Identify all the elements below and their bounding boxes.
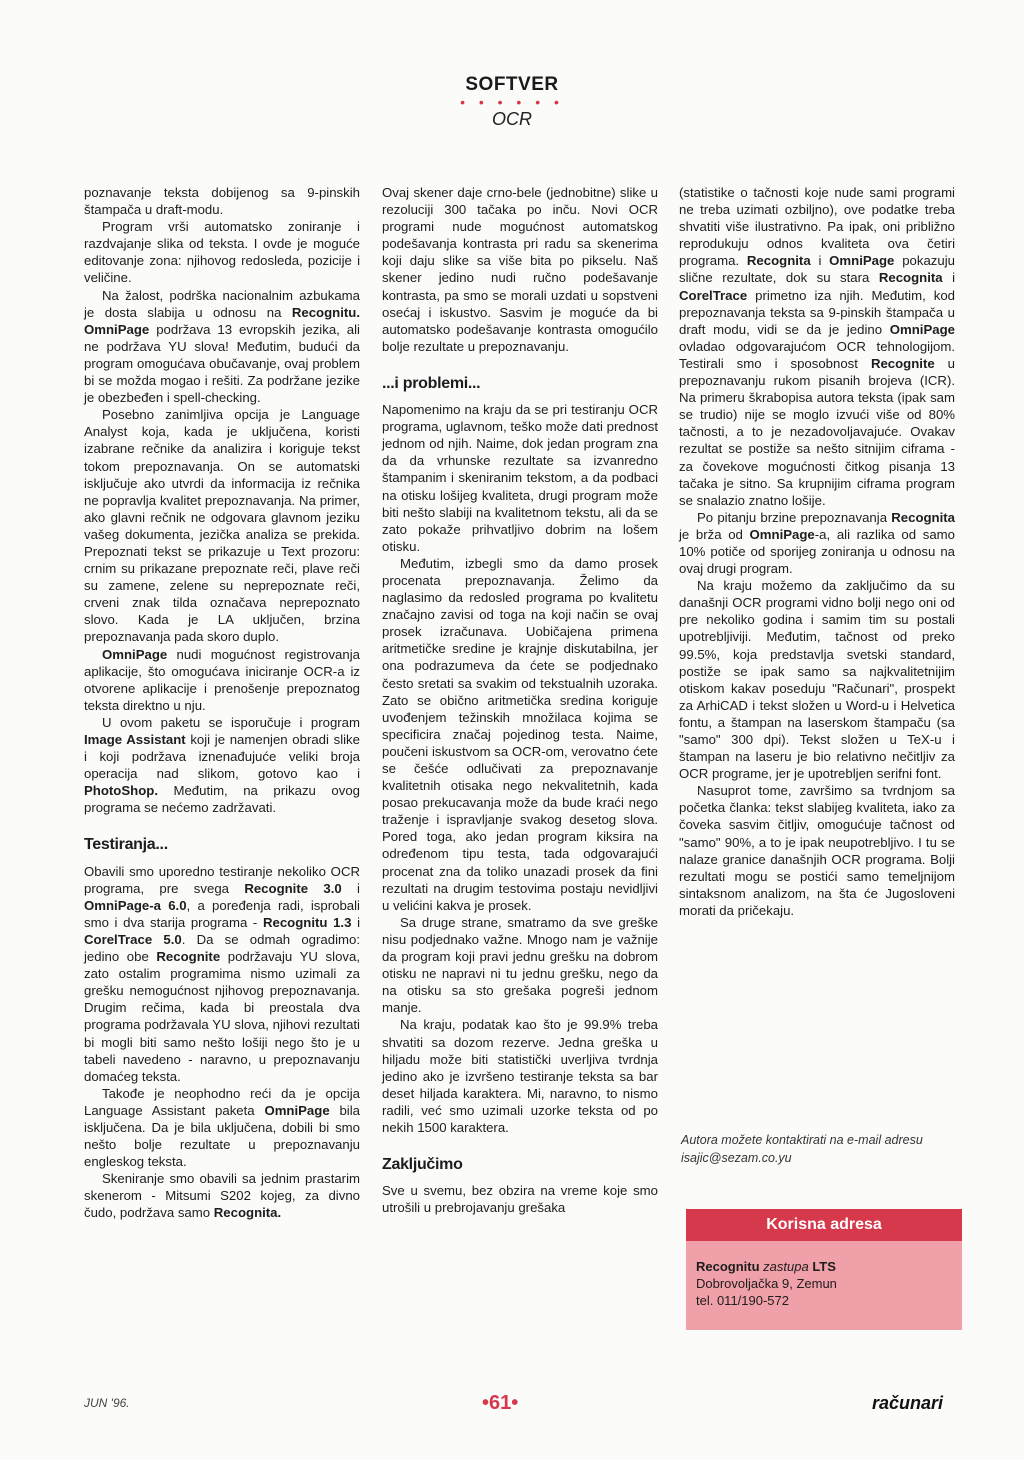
section-heading-problemi: ...i problemi... [382, 374, 481, 392]
text-run: i [341, 880, 360, 896]
text-run: ovladao odgovarajućom OCR tehnologijom. Testirali smo i sposobnost [679, 338, 955, 371]
text-run: podržavaju YU slova, zato ostalim programima nismo uzimali za grešku nemogućnost njihovog prepoznavanja. Drugim rečima, kada bi preostala dva programa podržavala YU slova, njihovi rezultati bi mogli biti samo nešto lošiji nego što je u tabeli navedeno - naravno, u prepoznavanju domaćeg teksta. [84, 949, 360, 1084]
text-run: je brža od [679, 526, 750, 542]
paragraph: Sve u svemu, bez obzira na vreme koje smo utrošili u prebrojavanju grešaka [382, 1183, 658, 1216]
box-title: Korisna adresa [686, 1209, 962, 1241]
paragraph [84, 646, 360, 714]
author-email: isajic@sezam.co.yu [681, 1151, 792, 1165]
paragraph [84, 714, 360, 817]
bold-run: Recognita [891, 509, 955, 525]
section-heading-testiranja: Testiranja... [84, 836, 168, 854]
bold-run: OmniPage [264, 1102, 330, 1118]
paragraph: Program vrši automatsko zoniranje i razdvajanje slika od teksta. I ovde je moguće editovanje zona: njihovog redosleda, pozicije i veličine. [84, 219, 360, 286]
page-header [0, 74, 1024, 130]
bold-run: Recognita [746, 253, 811, 269]
bold-run: Recognitu 1.3 [262, 914, 352, 930]
paragraph [84, 1085, 360, 1170]
paragraph: Sa druge strane, smatramo da sve greške nisu podjednako važne. Mnogo nam je važnije da program koji pravi jednu grešku na dobrom otisku ne napravi ni tu jednu grešku, nego da na otisku sa sto grešaka pogreši jednom manje. [382, 914, 658, 1016]
box-body [686, 1241, 962, 1309]
bold-run: Recognitu [696, 1259, 760, 1274]
article-column-2 [382, 184, 658, 1216]
paragraph: Nasuprot tome, završimo sa tvrdnjom sa početka članka: tekst slabijeg kvaliteta, iako za čoveka sasvim čitljiv, omogućuje tačnost od "samo" 90%, a to je ipak neupotrebljivo. I tu se nalaze granice današnjih OCR programa. Bolji rezultati mogu se postići samo temeljnijom sintaksnom analizom, na šta će Jugosloveni morati da pričekaju. [679, 783, 955, 918]
bold-run: OmniPage [889, 321, 955, 337]
paragraph [84, 287, 360, 407]
text-run: Skeniranje smo obavili sa jednim prastarim skenerom - Mitsumi S202 kojeg, za divno čudo, podržava samo [84, 1171, 360, 1221]
text-run: primetno iza njih. Međutim, kod prepoznavanja teksta sa 9-pinskih štampača u draft modu, vidi se da je jedino [679, 287, 955, 337]
text-run: (statistike o tačnosti koje nude sami programi ne treba uzimati ozbiljno), ove podatke treba shvatiti više ilustrativno. Pa ipak, oni približno reprodukuju odnos kvaliteta ova četiri programa. [679, 185, 955, 269]
bold-run: OmniPage [102, 646, 168, 662]
text-run: . Da se odmah ogradimo: jedino obe [84, 931, 360, 965]
bold-run: Recognite [156, 949, 221, 965]
author-note-line: Autora možete kontaktirati na e-mail adresu [681, 1133, 923, 1147]
bold-run: OmniPage [749, 526, 815, 542]
paragraph [679, 509, 955, 577]
issue-date: JUN '96. [84, 1396, 130, 1410]
text-run: Na žalost, podrška nacionalnim azbukama je dosta slabija u odnosu na [84, 287, 360, 320]
text-run: -a, ali razlika od samo 10% potiče od sporijeg zoniranja u odnosu na ovaj drugi program. [679, 526, 955, 577]
bold-run: Recognite 3.0 [244, 880, 342, 896]
paragraph [679, 184, 955, 509]
paragraph: Na kraju, podatak kao što je 99.9% treba shvatiti sa dozom rezerve. Jedna greška u hiljadu može biti statistički uverljiva tvrdnja jedino ako je izvršeno testiranje teksta sa bar deset hiljada karaktera. Mi, naravno, to nismo radili, već smo uzimali uzorke teksta od po nekih 1500 karaktera. [382, 1017, 658, 1135]
paragraph: Međutim, izbegli smo da damo prosek procenata prepoznavanja. Želimo da naglasimo da redosled programa po kvalitetu značajno zavisi od toga na koji način se ovaj prosek izračunava. Uobičajena primena aritmetičke sredine je krajnje diskutabilna, jer ona podrazumeva da ćete se podjednako često sretati sa svakim od tekstualnih uzoraka. Zato se obično aritmetička sredina koriguje uvođenjem težinskih množilaca kojima se specificira značaj pojedinog testa. Naime, poučeni iskustvom sa OCR-om, verovatno ćete se češće odlučivati za prepoznavanje kvalitetnih otisaka nego nekvalitetnih, kada posao prekucavanja može da bude kraći nego traženje i ispravljanje svakog desetog slova. Pored toga, ako jedan program kiksira na određenom tipu testa, tada odgovarajući procenat zna da toliko unazadi prosek da fini rezultati na drugim testovima postaju nevidljivi u velićini kakva je prosek. [382, 555, 658, 913]
useful-address-box [686, 1209, 962, 1330]
bold-run: Recognite [870, 355, 935, 371]
box-line [696, 1258, 952, 1275]
bold-run: OmniPage [829, 253, 895, 269]
text-run: bila isključena. Da je bila uključena, dobili bi smo nešto bolje rezultate u prepoznavanju engleskog teksta. [84, 1102, 360, 1170]
box-line: Dobrovoljačka 9, Zemun [696, 1276, 837, 1291]
box-line: tel. 011/190-572 [696, 1293, 789, 1308]
author-contact-note [681, 1131, 961, 1167]
paragraph: Na kraju možemo da zaključimo da su današnji OCR programi vidno bolji nego oni od pre nekoliko godina i samim tim su postali upotrebljiviji. Međutim, tačnost od preko 99.5%, koja predstavlja svetski standard, postiže se ipak samo sa najkvalitetnijim otiskom kakav poseduju "Računari", prospekt za ArhiCAD i tekst složen u Word-u i Helvetica fontu, a štampan na laserskom štampaču (sa "samo" 300 dpi). Tekst složen u TeX-u i štampan na laseru je bio relativno nečitljiv za OCR programe, jer je upotrebljen serifni font. [679, 578, 955, 782]
paragraph: poznavanje teksta dobijenog sa 9-pinskih štampača u draft-modu. [84, 185, 360, 218]
bold-run: Image Assistant [84, 732, 186, 747]
paragraph: Ovaj skener daje crno-bele (jednobitne) slike u rezoluciji 300 tačaka po inču. Novi OCR programi nude mogućnost automatskog podešavanja kontrasta pri radu sa skenerima koji daju slike sa više bita po pikselu. Naš skener jedino nudi ručno podešavanje kontrasta, pa smo se morali uzdati u sopstveni osećaj i iskustvo. Sasvim je moguće da bi automatsko podešavanje kontrasta omogućilo bolje rezultate u prepoznavanju. [382, 185, 658, 354]
text-run: nudi mogućnost registrovanja aplikacije, što omogućava iniciranje OCR-a iz otvorene aplikacije i prenošenje prepoznatog teksta direktno u nju. [84, 646, 360, 713]
text-run: Takođe je neophodno reći da je opcija Language Assistant paketa [84, 1085, 360, 1118]
text-run: i [810, 253, 830, 269]
text-run: pokazuju slične rezultate, dok su stara [679, 253, 955, 286]
bold-run: OmniPage-a 6.0 [84, 897, 187, 913]
text-run: , a poređenja radi, isprobali smo i dva starija programa - [84, 897, 360, 930]
text-run: koji je namenjen obradi slike i koji podržava iznenađujuće veliki broja operacija nad slikom, gotovo kao i [84, 732, 360, 782]
text-run: podržava 13 evropskih jezika, ali ne podržava YU slova! Međutim, budući da program omogućava obučavanje, ovaj problem bi se možda mogao i rešiti. Za podržane jezike je obezbeđen i spell-checking. [84, 321, 360, 406]
bold-run: PhotoShop. [84, 783, 158, 799]
bold-run: Recognitu. OmniPage [84, 304, 360, 337]
bold-run: LTS [812, 1259, 836, 1274]
text-run: i [942, 270, 955, 286]
text-run: Obavili smo uporedno testiranje nekoliko OCR programa, pre svega [84, 863, 360, 896]
text-run: U ovom paketu se isporučuje i program [102, 714, 360, 730]
bold-run: CorelTrace 5.0 [84, 931, 182, 947]
page-number: •61• [482, 1392, 519, 1414]
italic-run: zastupa [759, 1259, 813, 1274]
paragraph [84, 863, 360, 1085]
section-title: SOFTVER [465, 74, 559, 95]
text-run: Po pitanju brzine prepoznavanja [697, 509, 892, 525]
text-run: u prepoznavanju rukom pisanih brojeva (ICR). Na primeru škrabopisa autora teksta (ipak sam se trudio) nije se moglo izvući više od 80% tačnosti, a to je nezadovoljavajuće. Ovakav rezultat se postiže sa nešto sitnijim ciframa - za čovekove mogućnosti čitkog pisanja 13 tačaka je sitno. Sa krupnijim ciframa program se snalazio znatno lošije. [679, 355, 956, 508]
bold-run: CorelTrace [679, 287, 748, 303]
article-column-3 [679, 184, 955, 919]
bold-run: Recognita. [213, 1205, 282, 1221]
bold-run: Recognita [878, 270, 943, 286]
text-run: i [351, 914, 360, 930]
paragraph: Posebno zanimljiva opcija je Language Analyst koja, kada je uključena, koristi izabrane rečnike da analizira i koriguje tekst tokom prepoznavanja. On se automatski isključuje ako utvrdi da informacija iz rečnika ne popravlja kvalitet prepoznavanja. Na primer, ako glavni rečnik ne odgovara glavnom jeziku vašeg dokumenta, jezička analiza se prekida. Prepoznati tekst se prikazuje u Text prozoru: crnim su prikazane prepoznate reči, plave reči su zamene, zelene su neprepoznate reči, crveni znak tilda označava neprepoznato slovo. Kada je LA uključen, brzina prepoznavanja pada skoro duplo. [84, 407, 360, 645]
decorative-dots: • • • • • • [460, 94, 564, 110]
section-heading-zakljucimo: Zaključimo [382, 1156, 463, 1174]
paragraph [84, 1170, 360, 1221]
paragraph: Napomenimo na kraju da se pri testiranju OCR programa, uglavnom, teško može dati prednost jednom od njih. Naime, dok jedan program zna da da vrhunske rezultate sa izvanredno štampanim i skeniranim tekstom, a da podbaci na otisku lošijeg kvaliteta, drugi program može biti nešto slabiji na kvalitetnom tekstu, ali da se zato pokaže prihvatljivo dobrim na lošem otisku. [382, 402, 658, 554]
text-run: Međutim, na prikazu ovog programa se nećemo zadržavati. [84, 783, 360, 816]
article-column-1 [84, 184, 360, 1222]
subsection-title: OCR [492, 109, 532, 129]
magazine-logo: računari [872, 1393, 944, 1413]
